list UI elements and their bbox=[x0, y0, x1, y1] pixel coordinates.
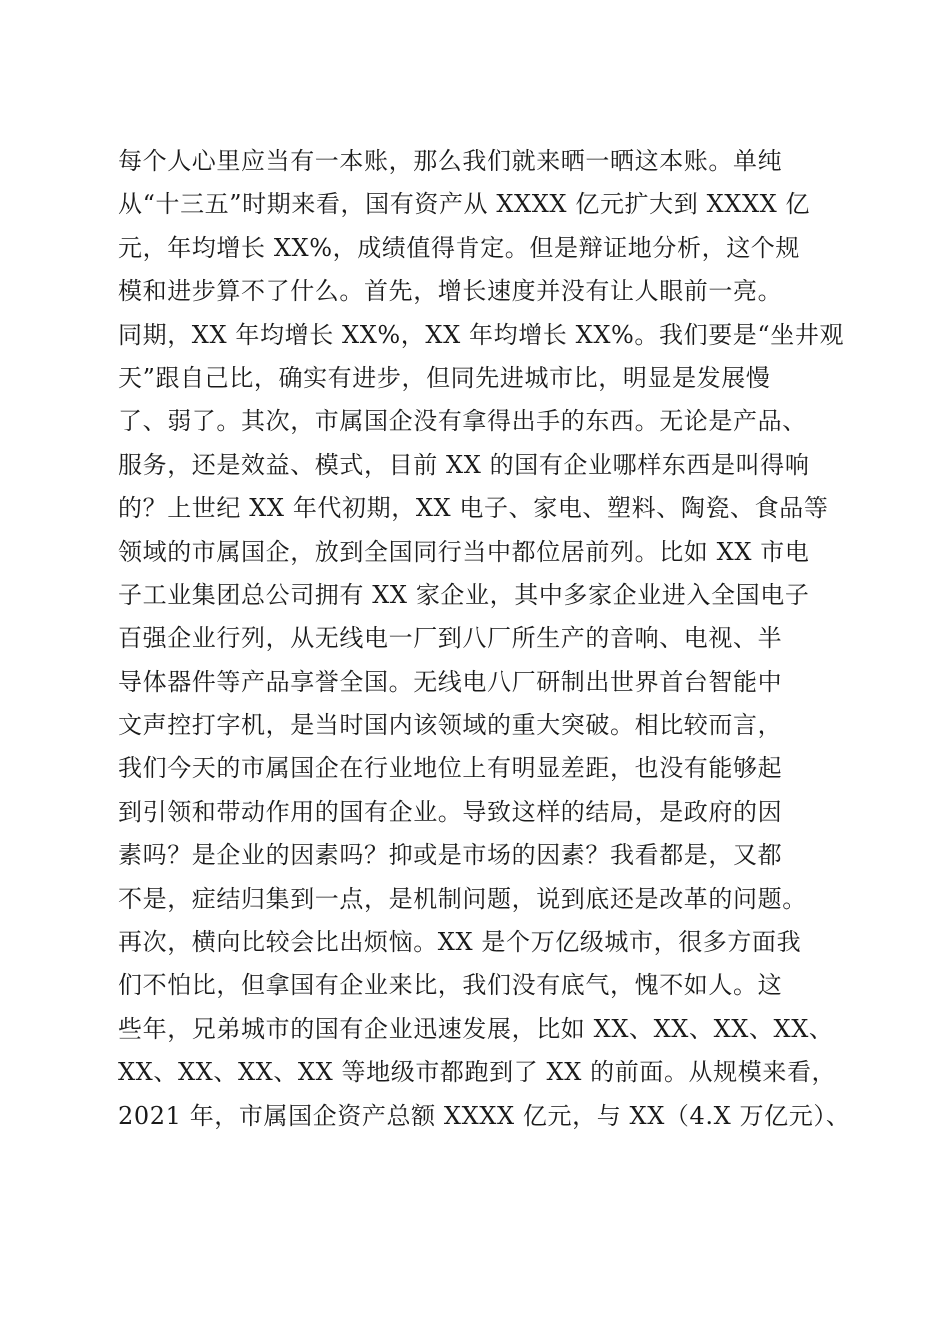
text-line: 再次，横向比较会比出烦恼。XX 是个万亿级城市，很多方面我 bbox=[118, 928, 802, 957]
text-line: 每个人心里应当有一本账，那么我们就来晒一晒这本账。单纯 bbox=[118, 147, 783, 175]
text-line: 领域的市属国企，放到全国同行当中都位居前列。比如 XX 市电 bbox=[118, 537, 810, 566]
text-line: 到引领和带动作用的国有企业。导致这样的结局，是政府的因 bbox=[118, 797, 783, 826]
text-line: 素吗？是企业的因素吗？抑或是市场的因素？我看都是，又都 bbox=[118, 841, 783, 870]
text-line: 同期，XX 年均增长 XX%，XX 年均增长 XX%。我们要是“坐井观 bbox=[118, 320, 845, 349]
text-line: 子工业集团总公司拥有 XX 家企业，其中多家企业进入全国电子 bbox=[118, 580, 810, 609]
text-line: 天”跟自己比，确实有进步，但同先进城市比，明显是发展慢 bbox=[118, 363, 771, 392]
text-line: 导体器件等产品享誉全国。无线电八厂研制出世界首台智能中 bbox=[118, 667, 783, 696]
text-line: 元，年均增长 XX%，成绩值得肯定。但是辩证地分析，这个规 bbox=[118, 233, 801, 262]
text-line: 2021 年，市属国企资产总额 XXXX 亿元，与 XX（4.X 万亿元）、 bbox=[118, 1101, 851, 1130]
text-line: 我们今天的市属国企在行业地位上有明显差距，也没有能够起 bbox=[118, 754, 783, 783]
text-line: 们不怕比，但拿国有企业来比，我们没有底气，愧不如人。这 bbox=[118, 971, 783, 1000]
text-line: XX、XX、XX、XX 等地级市都跑到了 XX 的前面。从规模来看， bbox=[118, 1058, 837, 1087]
text-line: 了、弱了。其次，市属国企没有拿得出手的东西。无论是产品、 bbox=[118, 407, 807, 436]
text-line: 文声控打字机，是当时国内该领域的重大突破。相比较而言， bbox=[118, 711, 783, 740]
text-line: 的？上世纪 XX 年代初期，XX 电子、家电、塑料、陶瓷、食品等 bbox=[118, 494, 829, 523]
text-line: 些年，兄弟城市的国有企业迅速发展，比如 XX、XX、XX、XX、 bbox=[118, 1014, 834, 1043]
text-line: 模和进步算不了什么。首先，增长速度并没有让人眼前一亮。 bbox=[118, 277, 783, 306]
text-line: 从“十三五”时期来看，国有资产从 XXXX 亿元扩大到 XXXX 亿 bbox=[118, 190, 811, 219]
body-text bbox=[118, 140, 851, 1138]
text-line: 不是，症结归集到一点，是机制问题，说到底还是改革的问题。 bbox=[118, 884, 807, 913]
text-line: 百强企业行列，从无线电一厂到八厂所生产的音响、电视、半 bbox=[118, 624, 783, 653]
text-line: 服务，还是效益、模式，目前 XX 的国有企业哪样东西是叫得响 bbox=[118, 450, 810, 479]
